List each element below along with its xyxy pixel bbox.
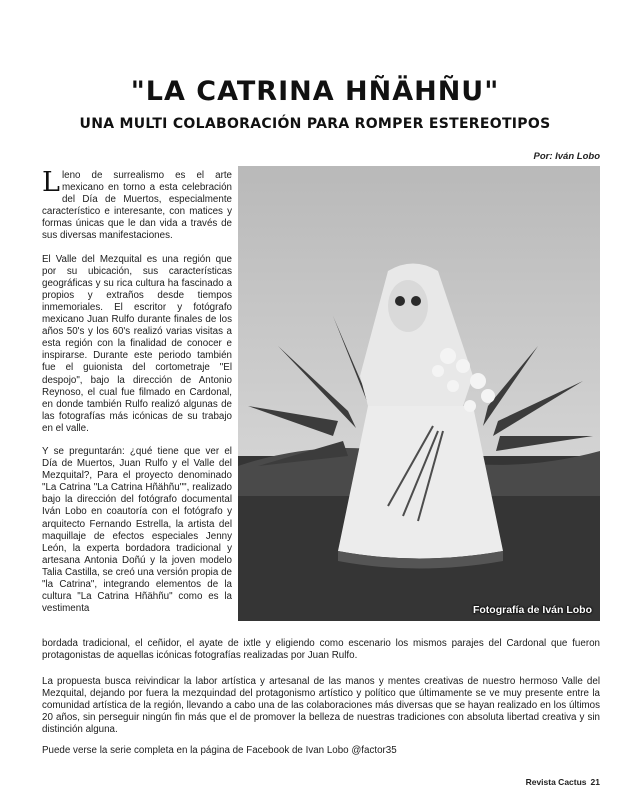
catrina-photo [238,166,600,621]
article-title: "LA CATRINA HÑÄHÑU" [130,76,500,108]
paragraph-propuesta-block [42,676,600,736]
paragraph-valle: El Valle del Mezquital es una región que por su ubicación, sus características geográficas y su rica cultura ha fascinado a propios y extraños desde tiempos inmemoriales. El escritor y fotógrafo mexicano Juan Rulfo durante finales de los años 50's y los 60's realizó varias visitas a esta región con la finalidad de conocer e inspirarse. Durante este periodo también fue el guionista del cortometraje "El despojo", bajo la dirección de Antonio Reynoso, el cual fue filmado en Cardonal, en donde también Rulfo realizó algunas de las fotografías más icónicas de su trabajo en el valle. [42,253,232,434]
left-text-column [42,167,232,626]
photo-credit: Fotografía de Iván Lobo [472,604,592,616]
paragraph-continuation: bordada tradicional, el ceñidor, el ayate de ixtle y eligiendo como escenario los mismos parajes del Cardonal que fueron protagonistas de aquellas icónicas fotografías realizadas por Juan Rulfo. [42,638,600,662]
drop-cap: L [42,167,60,198]
paragraph-facebook: Puede verse la serie completa en la página de Facebook de Ivan Lobo @factor35 [42,745,397,756]
page-number: 21 [590,777,600,787]
paragraph-facebook-block [42,745,600,757]
page-footer [522,777,600,787]
paragraph-propuesta: La propuesta busca reivindicar la labor artística y artesanal de las manos y mentes creativas de nuestro hermoso Valle del Mezquital, dejando por fuera la mezquindad del protagonismo artístico y político que últimamente se ve muy presente entre la comunidad artística de la región, llevando a cabo una de las colaboraciones más diversas que se hayan realizado en los últimos 20 años, sin perseguir ningún fin más que el de promover la belleza de nuestras tradiciones con absoluta libertad creativa y sin distinción alguna. [42,676,600,736]
paragraph-intro [42,167,232,243]
full-width-text [42,638,600,662]
eye-left [395,296,405,306]
eye-right [411,296,421,306]
paragraph-intro-text: leno de surrealismo es el arte mexicano en torno a esta celebración del Día de Muertos, especialmente característico e interesante, con matices y formas únicas que le dan vida a través de sus diversas manifestaciones. [42,170,232,242]
author-byline: Por: Iván Lobo [533,151,600,162]
catrina-face [388,280,428,332]
paragraph-proyecto: Y se preguntarán: ¿qué tiene que ver el Día de Muertos, Juan Rulfo y el Valle del Mezquital?, Para el proyecto denominado "La Catrina "La Catrina Hñähñu"", realizado bajo la dirección del fotógrafo documental Iván Lobo en coautoría con el fotógrafo y arquitecto Fernando Estrella, la artista del maquillaje de efectos especiales Jenny León, la experta bordadora tradicional y artesana Antonia Doñú y la joven modelo Talia Castilla, se creó una versión propia de "la Catrina", integrando elementos de la cultura "La Catrina Hñähñu" como es la vestimenta [42,445,232,615]
article-subtitle: UNA MULTI COLABORACIÓN PARA ROMPER ESTEREOTIPOS [79,116,551,132]
magazine-name: Revista Cactus [525,777,587,787]
catrina-photo-illustration [238,166,600,621]
